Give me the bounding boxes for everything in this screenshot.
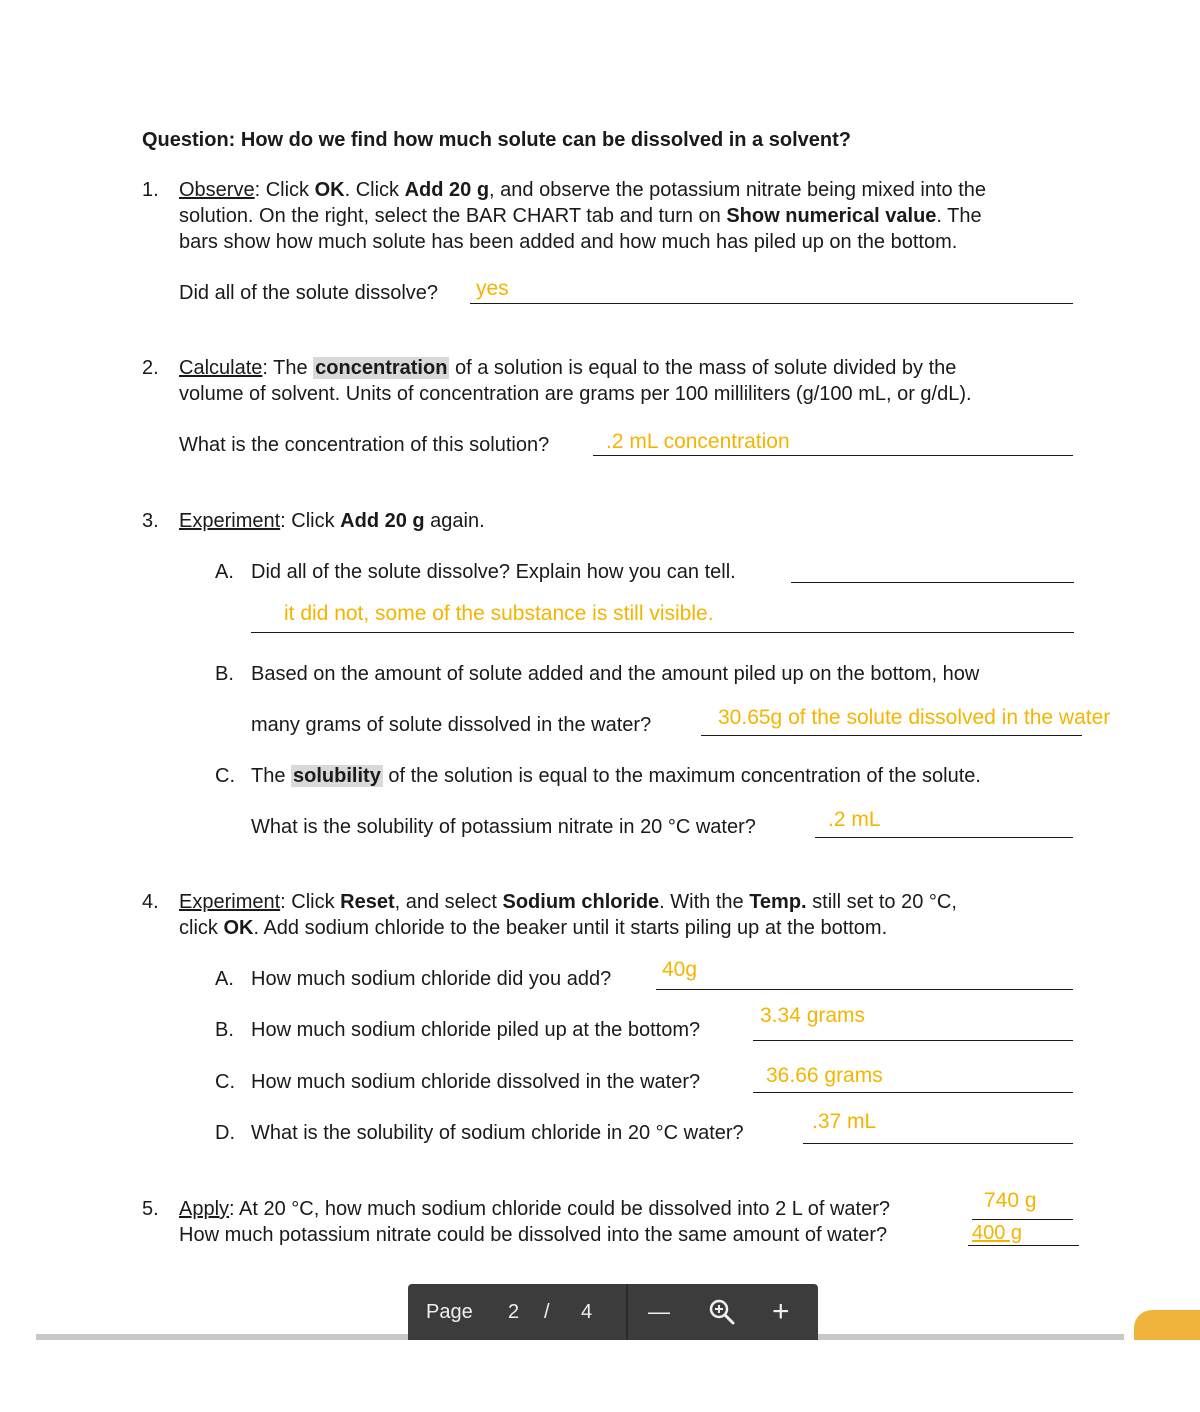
q4-line-1 bbox=[179, 889, 957, 915]
q3-text: : Click bbox=[280, 510, 341, 532]
q4-text: , and select bbox=[394, 891, 503, 913]
total-pages: 4 bbox=[581, 1301, 593, 1323]
q2-text: of a solution is equal to the mass of solute divided by the bbox=[449, 357, 957, 379]
q4-letter-c: C. bbox=[215, 1071, 235, 1093]
q4d-answer-line bbox=[803, 1143, 1073, 1144]
current-page-input[interactable]: 2 bbox=[508, 1301, 520, 1323]
q4-bold-temp: Temp. bbox=[749, 891, 807, 913]
page-label: Page bbox=[426, 1301, 473, 1323]
q1-text: . Click bbox=[344, 179, 405, 201]
q3-letter-a: A. bbox=[215, 561, 234, 583]
q3c-prompt: What is the solubility of potassium nitrate in 20 °C water? bbox=[251, 816, 756, 838]
zoom-out-button[interactable]: — bbox=[648, 1299, 670, 1324]
zoom-in-button[interactable]: + bbox=[772, 1295, 790, 1328]
q3c-answer[interactable]: .2 mL bbox=[828, 808, 881, 831]
q2-highlight-concentration: concentration bbox=[315, 357, 448, 379]
q4-bold-reset: Reset bbox=[340, 891, 395, 913]
q3a-prompt: Did all of the solute dissolve? Explain how you can tell. bbox=[251, 561, 736, 583]
q4-bold-ok: OK bbox=[223, 917, 254, 939]
q3a-answer-line-2 bbox=[251, 632, 1074, 633]
q1-text: : Click bbox=[254, 179, 315, 201]
q4-text: . With the bbox=[659, 891, 750, 913]
q3b-line-1: Based on the amount of solute added and the amount piled up on the bottom, how bbox=[251, 663, 980, 685]
q4a-answer-line bbox=[656, 989, 1073, 990]
q4-text: : Click bbox=[280, 891, 341, 913]
q3c-text: The bbox=[251, 765, 292, 787]
q1-line-1 bbox=[179, 177, 986, 203]
item-number-2: 2. bbox=[142, 357, 159, 379]
q5-line-2: How much potassium nitrate could be dissolved into the same amount of water? bbox=[179, 1224, 888, 1246]
q4a-answer[interactable]: 40g bbox=[662, 958, 698, 981]
zoom-icon[interactable] bbox=[708, 1298, 736, 1326]
q4-text: still set to 20 °C, bbox=[806, 891, 957, 913]
question-heading: Question: How do we find how much solute can be dissolved in a solvent? bbox=[142, 129, 851, 151]
item-number-3: 3. bbox=[142, 510, 159, 532]
q4b-answer[interactable]: 3.34 grams bbox=[760, 1004, 866, 1027]
q4b-prompt: How much sodium chloride piled up at the bottom? bbox=[251, 1019, 701, 1041]
q4b-answer-line bbox=[753, 1040, 1073, 1041]
q1-text: , and observe the potassium nitrate being mixed into the bbox=[489, 179, 987, 201]
q3c-text: of the solution is equal to the maximum concentration of the solute. bbox=[382, 765, 981, 787]
q5-label: Apply bbox=[179, 1198, 230, 1220]
q1-text: . The bbox=[936, 205, 982, 227]
q3-letter-b: B. bbox=[215, 663, 234, 685]
q1-bold-add: Add 20 g bbox=[404, 179, 490, 201]
q3c-highlight-solubility: solubility bbox=[293, 765, 381, 787]
q4d-answer[interactable]: .37 mL bbox=[812, 1110, 877, 1133]
q1-text: solution. On the right, select the BAR CHART tab and turn on bbox=[179, 205, 727, 227]
q1-prompt: Did all of the solute dissolve? bbox=[179, 282, 439, 304]
q5-text: : At 20 °C, how much sodium chloride could be dissolved into 2 L of water? bbox=[229, 1198, 890, 1220]
corner-widget[interactable] bbox=[1134, 1310, 1200, 1340]
q2-line-1 bbox=[179, 355, 956, 381]
page-toolbar bbox=[408, 1284, 818, 1340]
q1-line-2 bbox=[179, 203, 982, 229]
q1-answer[interactable]: yes bbox=[476, 277, 509, 300]
q4-text: click bbox=[179, 917, 224, 939]
q3-text: again. bbox=[424, 510, 485, 532]
q4-bold-sodium: Sodium chloride bbox=[502, 891, 660, 913]
q2-line-2: volume of solvent. Units of concentration are grams per 100 milliliters (g/100 mL, or g/dL). bbox=[179, 383, 972, 405]
q5-answer-line-1 bbox=[972, 1219, 1073, 1220]
magnifier-icon bbox=[708, 1298, 736, 1326]
q4d-prompt: What is the solubility of sodium chloride in 20 °C water? bbox=[251, 1122, 744, 1144]
q1-bold-ok: OK bbox=[314, 179, 345, 201]
q3a-answer-line-1 bbox=[791, 582, 1074, 583]
q3-label: Experiment bbox=[179, 510, 281, 532]
item-number-5: 5. bbox=[142, 1198, 159, 1220]
q3a-answer[interactable]: it did not, some of the substance is still visible. bbox=[284, 602, 714, 625]
q4-label: Experiment bbox=[179, 891, 281, 913]
q5-answer-1[interactable]: 740 g bbox=[984, 1189, 1037, 1212]
q4c-answer-line bbox=[753, 1092, 1073, 1093]
q4-line-2 bbox=[179, 915, 887, 941]
q2-answer[interactable]: .2 mL concentration bbox=[606, 430, 790, 453]
q1-bold-show: Show numerical value bbox=[726, 205, 937, 227]
q5-line-1 bbox=[179, 1196, 890, 1222]
q1-answer-line bbox=[470, 303, 1073, 304]
q3b-answer[interactable]: 30.65g of the solute dissolved in the water bbox=[718, 706, 1111, 729]
q3-bold-add: Add 20 g bbox=[340, 510, 425, 532]
q1-label: Observe bbox=[179, 179, 255, 201]
q4a-prompt: How much sodium chloride did you add? bbox=[251, 968, 612, 990]
q3b-prompt: many grams of solute dissolved in the water? bbox=[251, 714, 652, 736]
q2-text: : The bbox=[262, 357, 314, 379]
q2-label: Calculate bbox=[179, 357, 263, 379]
q5-answer-2[interactable]: 400 g bbox=[972, 1222, 1023, 1244]
q3b-answer-line bbox=[701, 735, 1082, 736]
q3-line-1 bbox=[179, 508, 485, 534]
q3c-answer-line bbox=[815, 837, 1073, 838]
q3c-line-1 bbox=[251, 763, 981, 789]
item-number-4: 4. bbox=[142, 891, 159, 913]
q4c-answer[interactable]: 36.66 grams bbox=[766, 1064, 883, 1087]
toolbar-divider bbox=[626, 1284, 628, 1340]
q2-prompt: What is the concentration of this solution? bbox=[179, 434, 550, 456]
q4-text: . Add sodium chloride to the beaker until it starts piling up at the bottom. bbox=[253, 917, 888, 939]
q2-answer-line bbox=[593, 455, 1073, 456]
q5-answer-line-2 bbox=[968, 1245, 1079, 1246]
q3-letter-c: C. bbox=[215, 765, 235, 787]
q4-letter-d: D. bbox=[215, 1122, 235, 1144]
q4c-prompt: How much sodium chloride dissolved in the water? bbox=[251, 1071, 701, 1093]
q4-letter-b: B. bbox=[215, 1019, 234, 1041]
q1-line-3: bars show how much solute has been added and how much has piled up on the bottom. bbox=[179, 231, 958, 253]
item-number-1: 1. bbox=[142, 179, 159, 201]
page-separator: / bbox=[544, 1301, 550, 1323]
q4-letter-a: A. bbox=[215, 968, 234, 990]
